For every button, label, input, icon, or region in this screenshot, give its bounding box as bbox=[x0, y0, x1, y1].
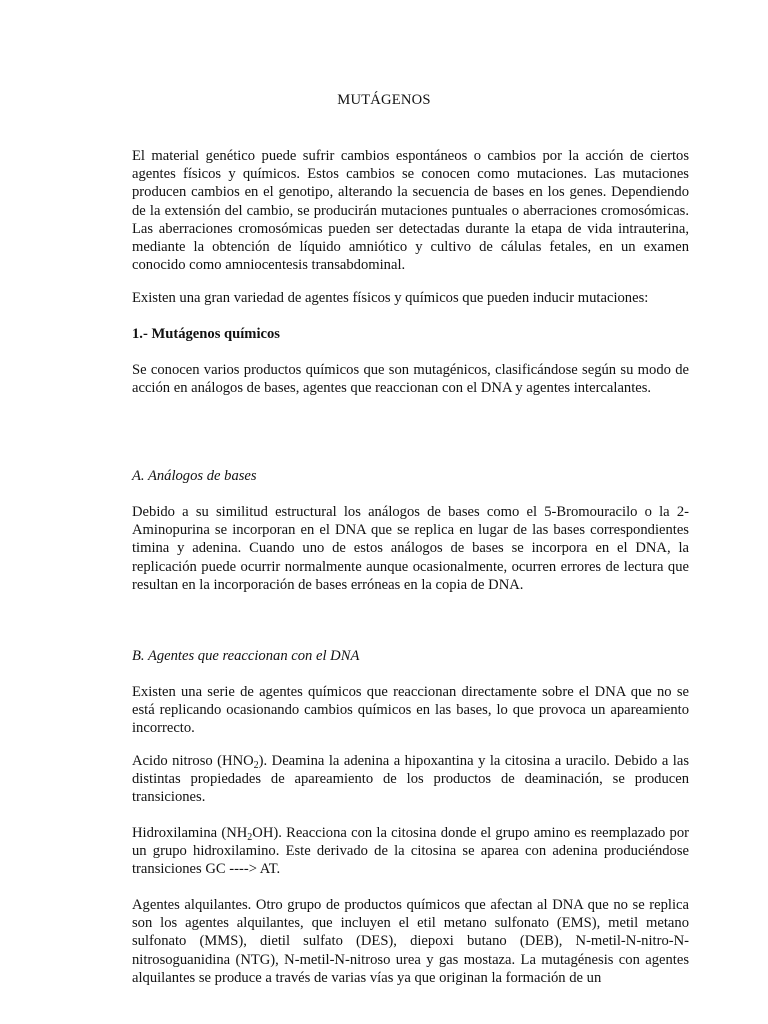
paragraph-alkylating-agents: Agentes alquilantes. Otro grupo de productos químicos que afectan al DNA que no se replica son los agentes alquilantes, que incluyen el etil metano sulfonato (EMS), metil metano sulfonato (MMS), dietil sulfato (DES), diepoxi butano (DEB), N-metil-N-nitro-N-nitrosoguanidina (NTG), N-metil-N-nitroso urea y gas mostaza. La mutagénesis con agentes alquilantes se produce a través de varias vías ya que originan la formación de un bbox=[132, 897, 689, 986]
section-heading-chemical-mutagens: 1.- Mutágenos químicos bbox=[132, 326, 280, 342]
hydroxylamine-text-pre: Hidroxilamina (NH bbox=[132, 825, 248, 841]
paragraph-nitrous-acid bbox=[132, 752, 689, 807]
hydroxylamine-subscript: 2 bbox=[247, 832, 253, 843]
nitrous-acid-subscript: 2 bbox=[253, 760, 259, 771]
hydroxylamine-text-post: OH). Reacciona con la citosina donde el grupo amino es reemplazado por un grupo hidroxilamino. Este derivado de la citosina se aparea con adenina produciéndose transiciones GC ----> AT. bbox=[132, 825, 689, 878]
paragraph-chemical-classes: Se conocen varios productos químicos que son mutagénicos, clasificándose según su modo de acción en análogos de bases, agentes que reaccionan con el DNA y agentes intercalantes. bbox=[132, 362, 689, 397]
paragraph-intro: El material genético puede sufrir cambios espontáneos o cambios por la acción de ciertos agentes físicos y químicos. Estos cambios se conocen como mutaciones. Las mutaciones producen cambios en el genotipo, alterando la secuencia de bases en los genes. Dependiendo de la extensión del cambio, se producirán mutaciones puntuales o aberraciones cromosómicas. Las aberraciones cromosómicas pueden ser detectadas durante la etapa de vida intrauterina, mediante la obtención de líquido amniótico y cultivo de cálulas fetales, en un examen conocido como amniocentesis transabdominal. bbox=[132, 148, 689, 274]
subsection-heading-base-analogs: A. Análogos de bases bbox=[132, 468, 257, 484]
nitrous-acid-text-post: ). Deamina la adenina a hipoxantina y la citosina a uracilo. Debido a las distintas propiedades de apareamiento de los productos de deaminación, se producen transiciones. bbox=[132, 753, 690, 806]
paragraph-hydroxylamine bbox=[132, 824, 689, 879]
nitrous-acid-text-pre: Acido nitroso (HNO bbox=[132, 753, 254, 769]
subsection-heading-dna-reacting-agents: B. Agentes que reaccionan con el DNA bbox=[132, 648, 360, 664]
document-title: MUTÁGENOS bbox=[337, 92, 431, 108]
paragraph-base-analogs: Debido a su similitud estructural los análogos de bases como el 5-Bromouracilo o la 2-Aminopurina se incorporan en el DNA que se replica en lugar de las bases correspondientes timina y adenina. Cuando uno de estos análogos de bases se incorpora en el DNA, la replicación puede ocurrir normalmente aunque ocasionalmente, ocurren errores de lectura que resultan en la incorporación de bases erróneas en la copia de DNA. bbox=[132, 504, 689, 593]
paragraph-dna-reacting-agents: Existen una serie de agentes químicos que reaccionan directamente sobre el DNA que no se está replicando ocasionando cambios químicos en las bases, lo que provoca un apareamiento incorrecto. bbox=[132, 684, 689, 737]
paragraph-variety: Existen una gran variedad de agentes físicos y químicos que pueden inducir mutaciones: bbox=[132, 290, 649, 306]
